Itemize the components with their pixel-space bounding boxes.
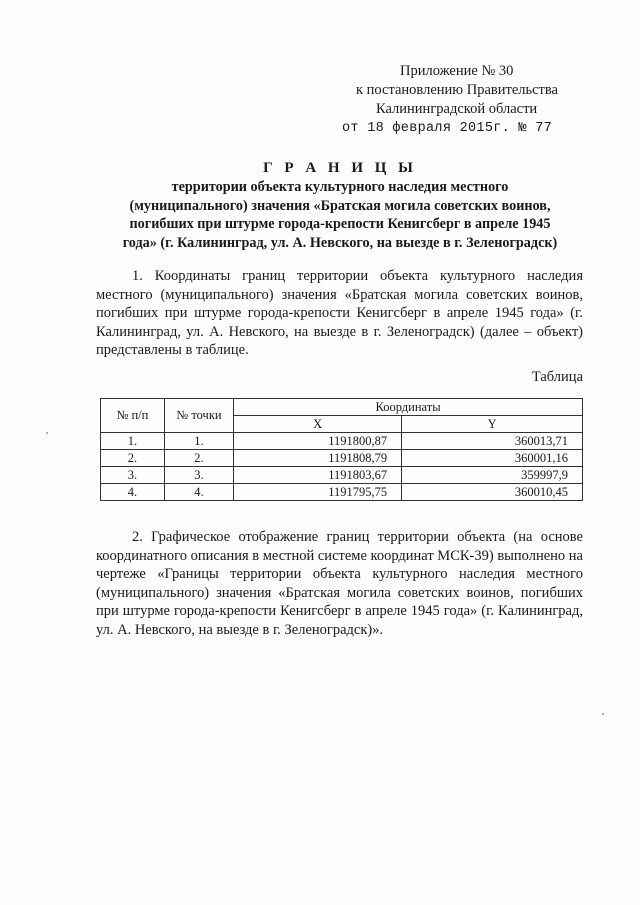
table-row (101, 467, 583, 484)
cell-x: 1191795,75 (234, 484, 402, 501)
document-title: Г Р А Н И Ц Ы (263, 160, 417, 176)
cell-x: 1191803,67 (234, 467, 402, 484)
header-y: Y (402, 416, 583, 433)
scan-speck (602, 713, 604, 715)
cell-y: 360001,16 (402, 450, 583, 467)
cell-point: 4. (164, 484, 233, 501)
cell-point: 2. (164, 450, 233, 467)
subtitle-line: погибших при штурме города-крепости Кенигсберг в апреле 1945 (129, 216, 551, 232)
appendix-header (330, 62, 590, 138)
subtitle-line: года» (г. Калининград, ул. А. Невского, на выезде в г. Зеленоградск) (122, 234, 558, 251)
cell-num: 1. (101, 433, 165, 450)
scan-speck (46, 432, 48, 434)
header-point: № точки (164, 399, 233, 433)
cell-y: 360013,71 (402, 433, 583, 450)
cell-point: 1. (164, 433, 233, 450)
appendix-number: Приложение № 30 (400, 63, 514, 79)
appendix-decree: к постановлению Правительства (356, 82, 558, 98)
header-num: № п/п (101, 399, 165, 433)
cell-point: 3. (164, 467, 233, 484)
table-row (101, 484, 583, 501)
cell-x: 1191800,87 (234, 433, 402, 450)
table-row (101, 433, 583, 450)
appendix-region: Калининградской области (376, 101, 538, 117)
cell-y: 360010,45 (402, 484, 583, 501)
subtitle-line: территории объекта культурного наследия местного (171, 179, 509, 195)
header-x: X (234, 416, 402, 433)
coordinates-table (100, 398, 583, 501)
cell-num: 4. (101, 484, 165, 501)
subtitle-line: (муниципального) значения «Братская могила советских воинов, (129, 197, 551, 214)
cell-y: 359997,9 (402, 467, 583, 484)
cell-x: 1191808,79 (234, 450, 402, 467)
table-caption: Таблица (531, 369, 583, 385)
paragraph-drawing: 2. Графическое отображение границ территории объекта (на основе координатного описания в местной системе координат МСК-39) выполнено на чертеже «Границы территории объекта культурного наследия местного (муниципального) значения «Братская могила советских воинов, погибших при штурме города-крепости Кенигсберг в апреле 1945 года» (г. Калининград, ул. А. Невского, на выезде в г. Зеленоградск)». (96, 529, 583, 638)
table-row (101, 450, 583, 467)
cell-num: 2. (101, 450, 165, 467)
cell-num: 3. (101, 467, 165, 484)
paragraph-coordinates: 1. Координаты границ территории объекта культурного наследия местного (муниципального) значения «Братская могила советских воинов, погибших при штурме города-крепости Кенигсберг в апреле 1945 года» (г. Калининград, ул. А. Невского, на выезде в г. Зеленоградск) (далее – объект) представлены в таблице. (96, 268, 583, 359)
document-subtitle (90, 178, 590, 252)
header-coords: Координаты (234, 399, 583, 416)
appendix-date: от 18 февраля 2015г. № 77 (342, 121, 553, 136)
